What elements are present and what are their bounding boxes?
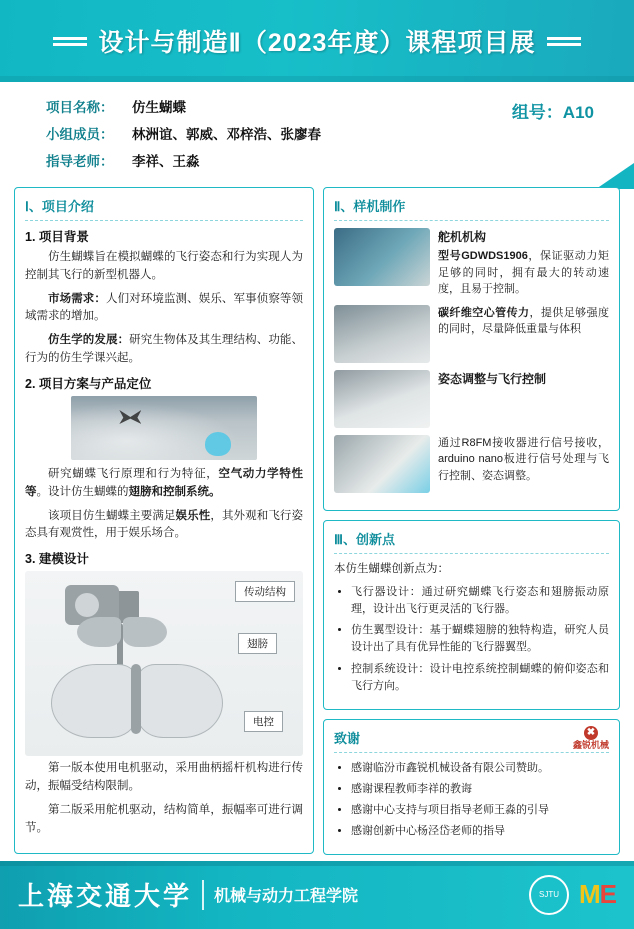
- me-logo-e: E: [599, 879, 616, 910]
- label-transmission: 传动结构: [235, 581, 295, 602]
- list-item: • 飞行器设计：通过研究蝴蝶飞行姿态和翅膀振动原理，设计出飞行更灵活的飞行器。: [351, 584, 609, 618]
- right-column: [323, 187, 620, 855]
- footer-divider: [202, 880, 204, 910]
- project-name-value: 仿生蝴蝶: [132, 100, 186, 115]
- scheme-kw2: 翅膀和控制系统。: [128, 485, 221, 498]
- members-label: 小组成员：: [46, 127, 114, 142]
- section1-sub2-p2: [25, 508, 303, 544]
- scheme-text-b: 。设计仿生蝴蝶的: [36, 485, 129, 498]
- list-item: • 感谢课程教师李祥的教诲: [351, 781, 609, 798]
- carbon-tube-photo: [334, 305, 430, 363]
- modeling-diagram: [25, 571, 303, 756]
- prototype-item-text: [438, 228, 609, 298]
- poster-footer: [0, 861, 634, 929]
- label-electronics: 电控: [244, 711, 283, 732]
- section-innovation: [323, 520, 620, 710]
- innovation-list: [334, 584, 609, 694]
- prototype-item: [334, 370, 609, 428]
- advisor-label: 指导老师：: [46, 154, 114, 169]
- thanks-list: [334, 760, 609, 840]
- prototype-item: [334, 305, 609, 363]
- attitude-desc: 通过R8FM接收器进行信号接收，arduino nano板进行信号处理与飞行控制、姿态调整。: [438, 436, 609, 482]
- servo-desc: ，保证驱动力矩足够的同时，拥有最大的转动速度，且易于控制。: [438, 250, 609, 295]
- prototype-item-text: [438, 370, 546, 390]
- list-item: • 感谢中心支持与项目指导老师王淼的引导: [351, 802, 609, 819]
- butterfly-body: [131, 664, 141, 734]
- sponsor-mark-icon: ✖: [584, 726, 598, 740]
- project-info: [0, 82, 634, 187]
- group-number: 组号：A10: [511, 103, 594, 122]
- page-title: 设计与制造Ⅱ（2023年度）课程项目展: [98, 29, 536, 57]
- servo-model: 型号GDWDS1906: [438, 250, 528, 262]
- advisor-row: [46, 150, 614, 170]
- prototype-item: [334, 228, 609, 298]
- sponsor-logo: [573, 726, 609, 751]
- me-logo-icon: [579, 879, 616, 910]
- list-item: • 仿生翼型设计：基于蝴蝶翅膀的独特构造，研究人员设计出了具有优异性能的飞行器翼型。: [351, 622, 609, 656]
- section1-sub3-p1: 第一版本使用电机驱动，采用曲柄摇杆机构进行传动，振幅受结构限制。: [25, 762, 303, 792]
- market-demand-text: 人们对环境监测、娱乐、军事侦察等领域需求的增加。: [25, 292, 304, 323]
- corner-triangle-decoration: [596, 163, 634, 189]
- prototype-item-text: [438, 435, 609, 485]
- big-wing-left: [51, 664, 137, 738]
- scheme-kw1: 空气动力学特性等: [25, 467, 304, 498]
- section1-sub1-p1: 仿生蝴蝶旨在模拟蝴蝶的飞行姿态和行为实现人为控制其飞行的新型机器人。: [25, 251, 303, 281]
- members-row: [46, 123, 614, 143]
- list-item: • 控制系统设计：设计电控系统控制蝴蝶的俯仰姿态和飞行方向。: [351, 661, 609, 695]
- attitude-photo: [334, 370, 430, 428]
- section1-sub1-p2: [25, 291, 303, 327]
- innovation-lead: 本仿生蝴蝶创新点为：: [334, 562, 449, 575]
- school-name: 机械与动力工程学院: [214, 888, 359, 906]
- market-demand-keyword: 市场需求：: [48, 292, 106, 305]
- section3-title: Ⅲ、创新点: [334, 529, 609, 554]
- list-item: • 感谢临汾市鑫锐机械设备有限公司赞助。: [351, 760, 609, 777]
- final-prototype-photo: [334, 435, 430, 493]
- footer-logos: [529, 875, 616, 915]
- prototype-item: [334, 435, 609, 493]
- me-logo-m: M: [578, 879, 600, 910]
- left-column: [14, 187, 314, 855]
- scheme-text-a: 研究蝴蝶飞行原理和行为特征，: [48, 467, 219, 480]
- position-text-b: ，其外观和飞行姿态具有观赏性，用于娱乐场合。: [25, 509, 304, 540]
- section2-title: Ⅱ、样机制作: [334, 196, 609, 221]
- section1-sub1-p3: [25, 332, 303, 368]
- project-name-label: 项目名称：: [46, 100, 114, 115]
- list-item: • 感谢创新中心杨泾岱老师的指导: [351, 823, 609, 840]
- attitude-head: 姿态调整与飞行控制: [438, 371, 547, 386]
- members-value: 林洲谊、郭威、邓梓浩、张廖春: [132, 127, 321, 142]
- prototype-item-text: [438, 305, 609, 338]
- university-name: 上海交通大学: [18, 881, 193, 912]
- university-seal-icon: SJTU: [529, 875, 569, 915]
- label-wing: 翅膀: [238, 633, 277, 654]
- thanks-title: 致谢: [334, 728, 609, 753]
- small-wing-right: [123, 617, 167, 647]
- section-project-intro: [14, 187, 314, 854]
- section-prototype: [323, 187, 620, 511]
- position-kw: 娱乐性: [175, 509, 211, 522]
- section1-sub2-title: 2. 项目方案与产品定位: [25, 376, 152, 391]
- carbon-tube-kw: 碳纤维空心管传力: [438, 306, 530, 319]
- poster-body: [0, 187, 634, 861]
- header-rule-right: [547, 37, 581, 46]
- section1-sub2-p1: [25, 466, 303, 502]
- position-text-a: 该项目仿生蝴蝶主要满足: [48, 509, 176, 522]
- poster-header: [0, 0, 634, 82]
- section1-sub3-title: 3. 建模设计: [25, 552, 89, 567]
- bionics-text: 研究生物体及其生理结构、功能、行为的仿生学课兴起。: [25, 334, 304, 365]
- section1-sub1-title: 1. 项目背景: [25, 230, 89, 244]
- carbon-tube-desc: ，提供足够强度的同时，尽量降低重量与体积: [438, 306, 610, 335]
- advisor-value: 李祥、王淼: [132, 154, 200, 169]
- flight-photo: [71, 396, 257, 460]
- bionics-keyword: 仿生学的发展：: [48, 334, 130, 347]
- header-rule-left: [53, 37, 87, 46]
- big-wing-right: [137, 664, 223, 738]
- sponsor-name: 鑫锐机械: [572, 739, 609, 750]
- servo-photo: [334, 228, 430, 286]
- section-acknowledgement: [323, 719, 620, 855]
- section1-sub3-p2: 第二版采用舵机驱动，结构简单，振幅率可进行调节。: [25, 803, 303, 834]
- small-wing-left: [77, 617, 121, 647]
- servo-head: 舵机机构: [438, 230, 487, 244]
- section1-title: Ⅰ、项目介绍: [25, 196, 303, 221]
